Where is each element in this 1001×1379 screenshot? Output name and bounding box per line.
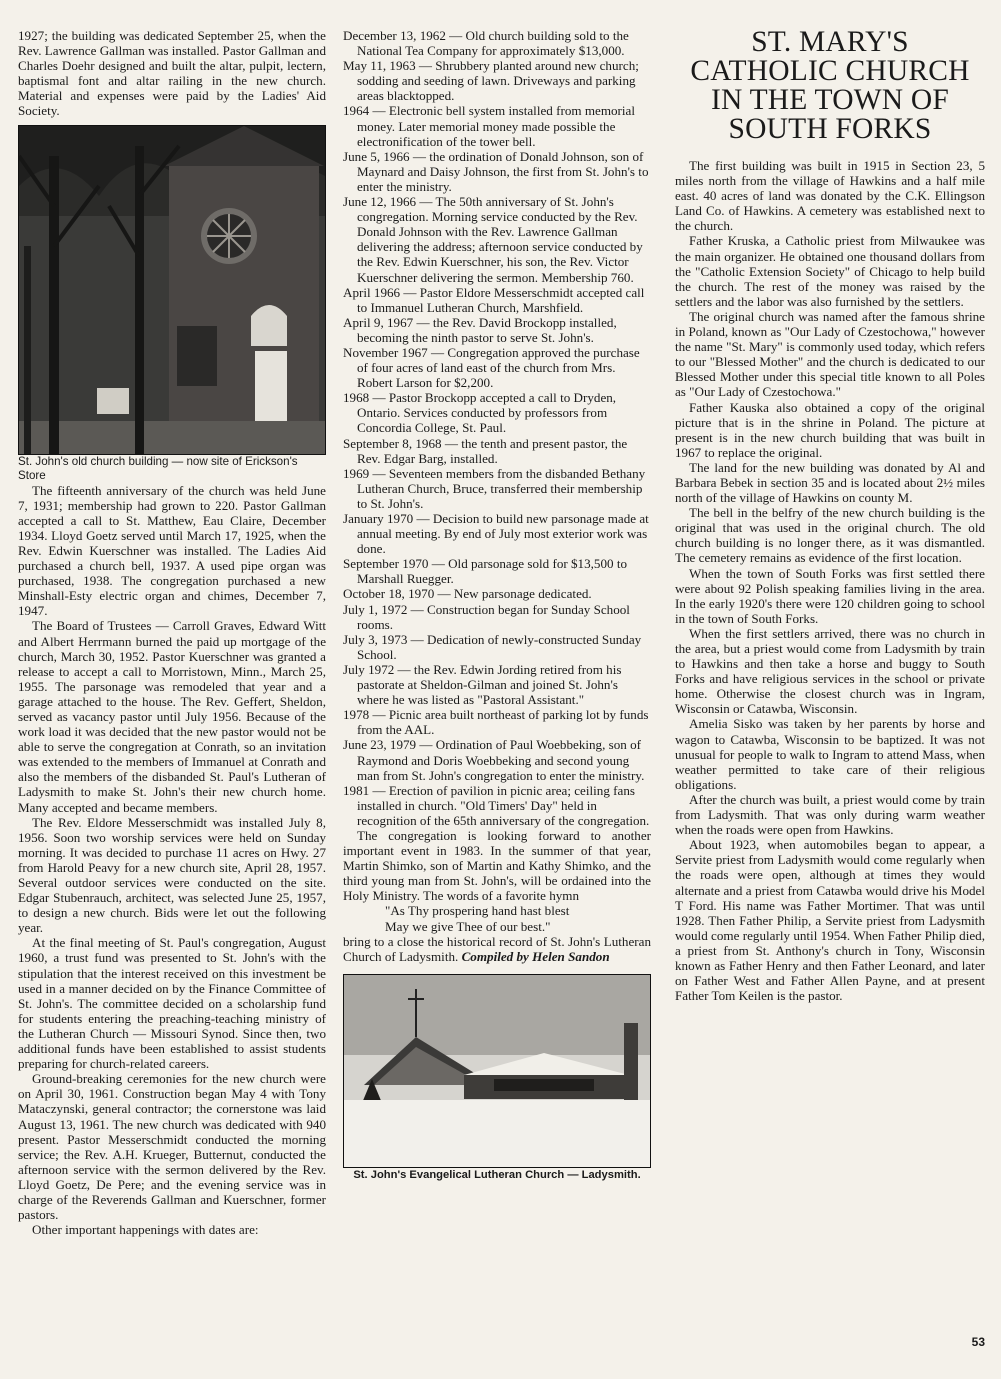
new-church-illustration (344, 975, 650, 1167)
paragraph: 1927; the building was dedicated September 25, when the Rev. Lawrence Gallman was installed. Pastor Gallman and Charles Doehr designed and built the altar, pulpit, lectern, baptismal font and altar railing in the new church. Material and expenses were paid by the Ladies' Aid Society. (18, 28, 326, 119)
event-item: January 1970 — Decision to build new parsonage made at annual meeting. By end of July most exterior work was done. (343, 511, 649, 557)
paragraph: About 1923, when automobiles began to appear, a Servite priest from Ladysmith would come regularly when the roads were open, although at times they would alternate and a priest from Catawba would drive his Model T Ford. His name was Father Mortimer. That was until 1928. Then Father Philip, a Servite priest from Ladysmith would come regularly until 1954. When Father Philip died, a priest from St. Anthony's church in Tony, Wisconsin known as Father Henry and then Father Leonard, and later on Father West and Father Allen Payne, and at present Father Tom Keilen is the pastor. (675, 837, 985, 1004)
hymn-quote (343, 903, 651, 933)
event-item: September 1970 — Old parsonage sold for $13,500 to Marshall Ruegger. (343, 556, 628, 587)
event-item: 1968 — Pastor Brockopp accepted a call to Dryden, Ontario. Services conducted by professors from Concordia College, St. Paul. (343, 390, 617, 436)
paragraph: When the town of South Forks was first settled there were about 92 Polish speaking families living in the area. In the early 1920's there were 120 children going to school in the town of South Forks. (675, 565, 985, 626)
event-item: July 3, 1973 — Dedication of newly-constructed Sunday School. (343, 631, 642, 662)
paragraph: After the church was built, a priest would come by train from Ladysmith. That was only during warm weather when the roads were open from Hawkins. (675, 791, 985, 838)
column-right (675, 28, 985, 1003)
quote-line: May we give Thee of our best." (385, 918, 551, 934)
new-church-photo (343, 974, 651, 1168)
event-item: July 1, 1972 — Construction began for Sunday School rooms. (343, 601, 630, 632)
paragraph: The bell in the belfry of the new church building is the original that was used in the original church. The old church building is no longer there, as it was dismantled. The cemetery remains as evidence of the first location. (675, 505, 985, 566)
event-list (343, 28, 651, 828)
compiled-by: Compiled by Helen Sandon (461, 948, 610, 964)
paragraph: The first building was built in 1915 in Section 23, 5 miles north from the village of Hawkins and a half mile east. 40 acres of land was donated by the C.K. Ellingson Land Co. of Hawkins. A cemetery was established next to the church. (675, 158, 985, 234)
quote-line: "As Thy prospering hand hast blest (385, 903, 570, 919)
closing-text: bring to a close the historical record of St. John's Lutheran Church of Ladysmith. (343, 933, 651, 964)
paragraph: Other important happenings with dates are: (32, 1222, 259, 1238)
event-item: September 8, 1968 — the tenth and present pastor, the Rev. Edgar Barg, installed. (343, 435, 628, 466)
paragraph: The Board of Trustees — Carroll Graves, Edward Witt and Albert Herrmann burned the paid up mortgage of the church, March 30, 1952. Pastor Kuerschner was granted a release to accept a call to Morristown, Minn., March 25, 1955. The parsonage was remodeled that year and a garage attached to the house. The Rev. Geffert, Sheldon, served as vacancy pastor until July 1956. Because of the work load it was decided that the new pastor would not be able to serve the congregation at Conrath, so an invitation was extended to the members of Immanuel at Conrath and also the members of the disbanded St. Paul's Lutheran of Ladysmith to make St. John's their new church home. Many accepted and became members. (18, 618, 326, 815)
paragraph: The congregation is looking forward to another important event in 1983. In the summer of that year, Martin Shimko, son of Martin and Kathy Shimko, and the third young man from St. John's, will be ordained into the Holy Ministry. The words of a favorite hymn (343, 827, 651, 904)
paragraph: The fifteenth anniversary of the church was held June 7, 1931; membership had grown to 220. Pastor Gallman accepted a call to St. Matthew, Eau Claire, December 1934. Lloyd Goetz served until March 17, 1925, when the Rev. Edwin Kuerschner was installed. The Ladies Aid purchased a church bell, 1937. A used pipe organ was purchased, 1938. The congregation purchased a new Minshall-Esty electric organ and chimes, December 7, 1947. (18, 482, 326, 619)
event-item: December 13, 1962 — Old church building sold to the National Tea Company for approximately $13,000. (343, 28, 629, 59)
old-church-photo (18, 125, 326, 455)
old-church-illustration (19, 126, 325, 454)
paragraph: When the first settlers arrived, there was no church in the area, but a priest would come from Ladysmith by train to Hawkins and then take a horse and buggy to South Forks and have religious services in the school or private home. Otherwise the closest church was in Ingram, Wisconsin or Catawba, Wisconsin. (675, 625, 985, 717)
closing-paragraph (343, 934, 651, 964)
article-title: ST. MARY'S CATHOLIC CHURCH IN THE TOWN OF SOUTH FORKS (690, 26, 970, 145)
paragraph: Father Kruska, a Catholic priest from Milwaukee was the main organizer. He obtained one thousand dollars from the "Catholic Extension Society" of Chicago to help build the church. The rest of the money was raised by the settlers and the labor was also furnished by the settlers. (675, 233, 985, 309)
event-item: 1969 — Seventeen members from the disbanded Bethany Lutheran Church, Bruce, transferred their membership to St. John's. (343, 465, 646, 511)
photo-caption: St. John's old church building — now site of Erickson's Store (18, 454, 298, 482)
event-item: May 11, 1963 — Shrubbery planted around new church; sodding and seeding of lawn. Driveways and parking areas blacktopped. (343, 58, 639, 104)
event-item: April 1966 — Pastor Eldore Messerschmidt accepted call to Immanuel Lutheran Church, Marshfield. (343, 284, 645, 315)
event-item: June 23, 1979 — Ordination of Paul Woebbeking, son of Raymond and Doris Woebbeking and second young man from St. John's congregation to enter the ministry. (343, 737, 645, 783)
paragraph: Ground-breaking ceremonies for the new church were on April 30, 1961. Construction began May 4 with Tony Mataczynski, general contractor; the cornerstone was laid August 13, 1961. The new church was dedicated with 940 present. Pastor Messerschmidt conducted the morning service; the Rev. A.H. Krueger, Butternut, conducted the afternoon service with the sermon delivered by the Rev. Lloyd Goetz, De Pere; and the evening service was in charge of the Reverends Gallman and Kuerschner, former pastors. (18, 1071, 326, 1223)
event-item: April 9, 1967 — the Rev. David Brockopp installed, becoming the ninth pastor to serve St. John's. (343, 314, 617, 345)
page-number: 53 (971, 1335, 985, 1349)
column-left (18, 28, 326, 1237)
event-item: October 18, 1970 — New parsonage dedicated. (343, 586, 592, 602)
event-item: June 12, 1966 — The 50th anniversary of St. John's congregation. Morning service conducted by the Rev. Donald Johnson with the Rev. Lawrence Gallman delivering the address; afternoon service conducted by the Rev. Edwin Kuerschner, his son, the Rev. Victor Kuerschner delivering the sermon. Membership 760. (343, 194, 643, 285)
paragraph: The land for the new building was donated by Al and Barbara Bebek in section 35 and is located about 2½ miles north of the village of Hawkins on county M. (675, 459, 985, 506)
photo-caption: St. John's Evangelical Lutheran Church — Ladysmith. (353, 1168, 641, 1181)
event-item: June 5, 1966 — the ordination of Donald Johnson, son of Maynard and Daisy Johnson, the first from St. John's to enter the ministry. (343, 148, 649, 194)
paragraph: Father Kauska also obtained a copy of the original picture that is in the shrine in Poland. The picture at present is in the new church building that was built in 1967 to replace the original. (675, 399, 985, 460)
event-item: November 1967 — Congregation approved the purchase of four acres of land east of the church from Mrs. Robert Larson for $2,200. (343, 344, 640, 391)
paragraph: The original church was named after the famous shrine in Poland, known as "Our Lady of Czestochowa," however the name "St. Mary" is commonly used today, which refers to our "Blessed Mother" and the church is dedicated to our Blessed Mother under this special title known to all Poles as "Our Lady of Czestochowa." (675, 308, 985, 400)
paragraph: At the final meeting of St. Paul's congregation, August 1960, a trust fund was presented to St. John's with the stipulation that the interest received on this investment be used in a manner decided on by the Finance Committee of St. John's. The committee decided on a scholarship fund for students entering the preaching-teaching ministry of the Lutheran Church — Missouri Synod. Since then, two additional funds have been established to assist students preparing for church-related careers. (18, 935, 326, 1072)
event-item: 1981 — Erection of pavilion in picnic area; ceiling fans installed in church. "Old Timers' Day" held in recognition of the 65th anniversary of the congregation. (343, 782, 650, 828)
event-item: July 1972 — the Rev. Edwin Jording retired from his pastorate at Sheldon-Gilman and joined St. John's where he was listed as "Pastoral Assistant." (343, 661, 622, 708)
event-item: 1964 — Electronic bell system installed from memorial money. Later memorial money made possible the electronification of the tower bell. (343, 103, 635, 149)
paragraph: The Rev. Eldore Messerschmidt was installed July 8, 1956. Soon two worship services were held on Sunday morning. It was decided to purchase 11 acres on Hwy. 27 from Harold Peavy for a new church site, April 28, 1957. Several outdoor services were conducted on the site. Edgar Stubenrauch, architect, was selected June 25, 1957, to design a new church. Bids were let out the following year. (18, 814, 326, 936)
column-middle (343, 28, 651, 1183)
event-item: 1978 — Picnic area built northeast of parking lot by funds from the AAL. (343, 707, 649, 738)
paragraph: Amelia Sisko was taken by her parents by horse and wagon to Catawba, Wisconsin to be baptized. It was not unusual for people to walk to Ingram to attend Mass, when weather permitted to take care of their religious obligations. (675, 716, 985, 792)
